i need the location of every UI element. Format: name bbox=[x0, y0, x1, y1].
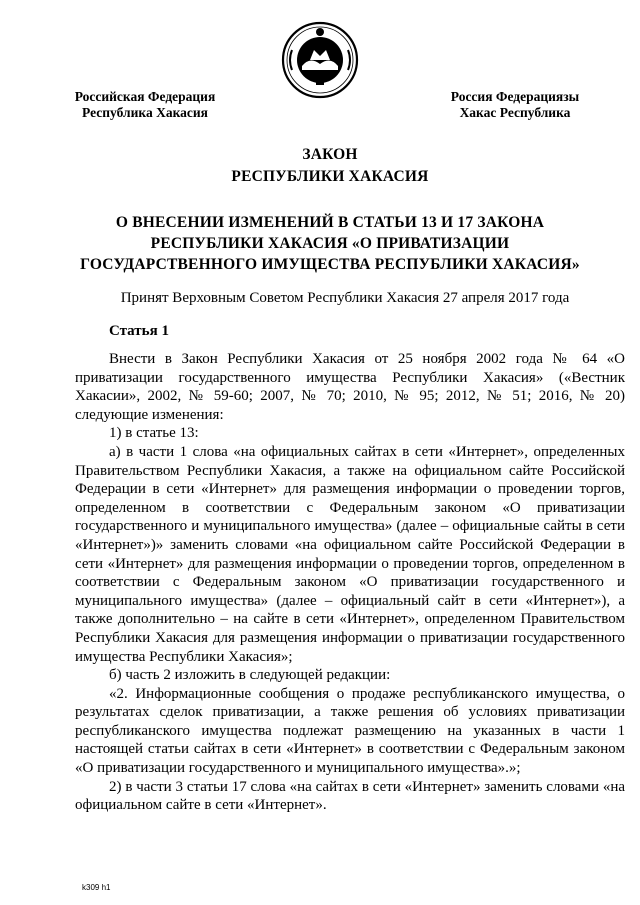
header-left bbox=[60, 89, 230, 121]
coat-of-arms-emblem bbox=[280, 20, 360, 100]
law-title-republic: РЕСПУБЛИКИ ХАКАСИЯ bbox=[231, 168, 429, 185]
header-left-line2: Республика Хакасия bbox=[82, 105, 208, 120]
paragraph-item-1b: б) часть 2 изложить в следующей редакции: bbox=[109, 667, 391, 684]
paragraph-intro: Внести в Закон Республики Хакасия от 25 ноября 2002 года № 64 «О приватизации государственного имущества Республики Хакасия» («Вестник Хакасии», 2002, № 59-60; 2007, № 70; 2010, № 95; 2012, № 51; 2016, № 20) следующие изменения: bbox=[75, 351, 625, 423]
law-title: ЗАКОН bbox=[302, 146, 358, 163]
law-subject-line2: РЕСПУБЛИКИ ХАКАСИЯ «О ПРИВАТИЗАЦИИ bbox=[150, 235, 510, 252]
adoption-statement: Принят Верховным Советом Республики Хакасия 27 апреля 2017 года bbox=[120, 290, 570, 306]
article-body bbox=[75, 350, 625, 815]
paragraph-quoted-part-2: «2. Информационные сообщения о продаже республиканского имущества, о результатах сделок приватизации, а также решения об условиях приватизации республиканского имущества подлежат размещению на указанных в части 1 настоящей статьи сайтах в сети «Интернет» в соответствии с Федеральным законом «О приватизации государственного и муниципального имущества».»; bbox=[75, 685, 625, 777]
law-subject-line1: О ВНЕСЕНИИ ИЗМЕНЕНИЙ В СТАТЬИ 13 И 17 ЗАКОНА bbox=[115, 214, 545, 231]
paragraph-item-1: 1) в статье 13: bbox=[109, 425, 199, 442]
document-code: k309 h1 bbox=[82, 883, 111, 892]
header-right-line2: Хакас Республика bbox=[459, 105, 571, 120]
header-right bbox=[440, 89, 590, 121]
paragraph-item-1a: а) в части 1 слова «на официальных сайтах в сети «Интернет», определенных Правительством Республики Хакасия, а также на официальном сайте Российской Федерации в сети «Интернет» для размещения информации о проведении торгов, определенном в соответствии с Федеральным законом «О приватизации государственного и муниципального имущества» (далее – официальные сайты в сети «Интернет»)» заменить словами «на официальном сайте Российской Федерации в сети «Интернет» для размещения информации о проведении торгов, определенном в соответствии с Федеральным законом «О приватизации государственного и муниципального имущества» (далее – официальный сайт в сети «Интернет»), а также дополнительно – на сайте в сети «Интернет», определенном Правительством Республики Хакасия для размещения информации о приватизации государственного имущества Республики Хакасия»; bbox=[75, 443, 625, 665]
header-right-line1: Россия Федерациязы bbox=[450, 89, 580, 104]
header-left-line1: Российская Федерация bbox=[74, 89, 216, 104]
paragraph-item-2: 2) в части 3 статьи 17 слова «на сайтах в сети «Интернет» заменить словами «на официальном сайте в сети «Интернет». bbox=[75, 778, 625, 814]
law-subject-line3: ГОСУДАРСТВЕННОГО ИМУЩЕСТВА РЕСПУБЛИКИ ХАКАСИЯ» bbox=[80, 256, 580, 273]
article-heading: Статья 1 bbox=[109, 323, 169, 339]
